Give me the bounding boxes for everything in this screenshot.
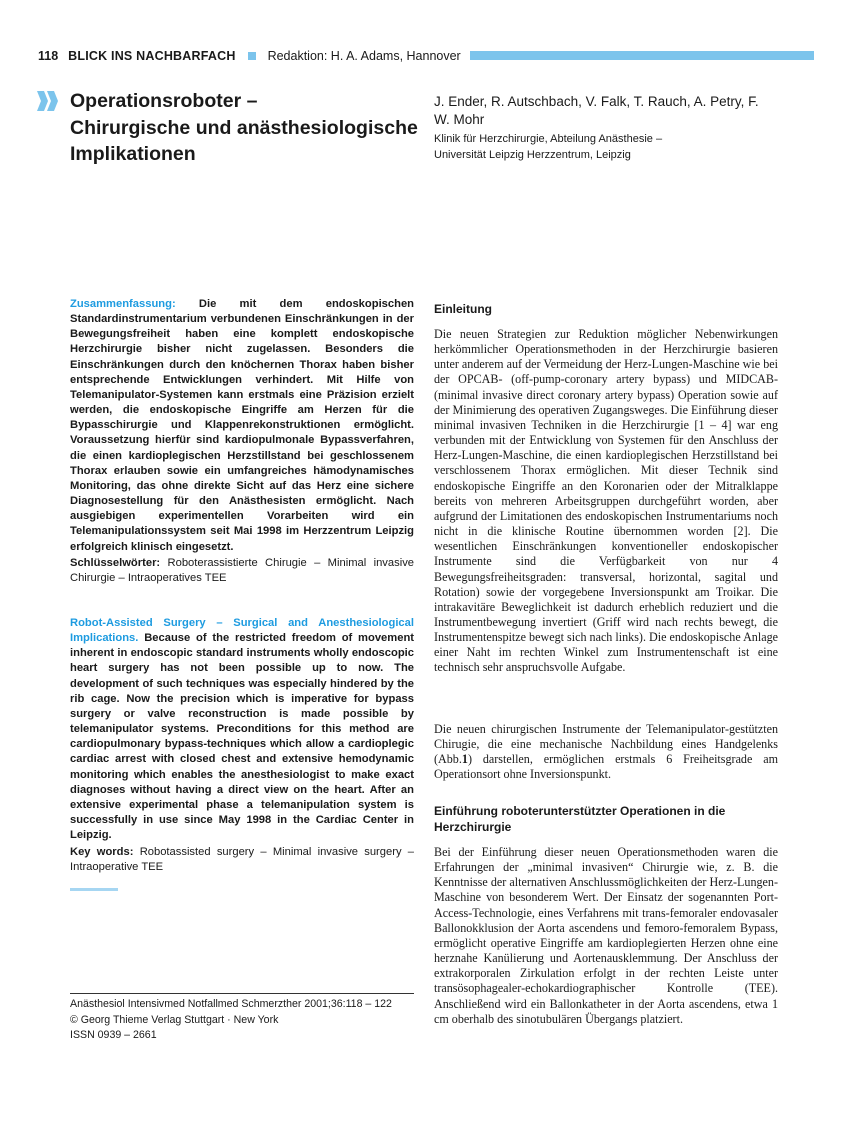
section-name: BLICK INS NACHBARFACH xyxy=(68,49,236,63)
figure-reference[interactable]: 1 xyxy=(461,752,468,767)
footer-rule xyxy=(70,993,414,994)
abstract-english-label: Robot-Assisted Surgery – Surgical and Anesthesiological Implications. xyxy=(70,617,414,645)
heading-section-2: Einführung roboterunterstützter Operationen in die Herzchirurgie xyxy=(434,804,726,834)
keywords-german xyxy=(70,556,414,586)
header-square-marker xyxy=(248,52,256,60)
paragraph-text: ) darstellen, ermöglichen erstmals 6 Freiheitsgrade am Operationsort ohne Inversionspunkt. xyxy=(434,752,778,782)
article-title xyxy=(70,88,420,168)
double-chevron-icon xyxy=(36,90,60,112)
abstract-german-label: Zusammenfassung: xyxy=(70,298,176,310)
keywords-german-label: Schlüsselwörter: xyxy=(70,557,161,569)
keywords-german-text: Roboterassistierte Chirugie – Minimal invasive Chirurgie – Intraoperatives TEE xyxy=(70,557,415,585)
abstract-german xyxy=(70,297,414,555)
body-paragraph xyxy=(434,722,778,783)
title-line: Implikationen xyxy=(70,143,196,165)
keywords-english xyxy=(70,845,414,875)
body-paragraph: Die neuen Strategien zur Reduktion möglicher Nebenwirkungen herkömmlicher Operationsmethoden in der Herzchirurgie basieren unter anderem auf der Vermeidung der Herz-Lungen-Maschine wie bei der OPCAB- (off-pump-coronary artery bypass) und MIDCAB- (minimal invasive direct coronary artery bypass) Operation sowie auf der Minimierung des operativen Zugangsweges. Die Einführung dieser minimal invasiven Techniken in die Herzchirurgie [1 – 4] war eng verbunden mit der Entwicklung von Systemen für den Anschluss der Herz-Lungen-Maschine, die einen kardioplegischen Herzstillstand bei verschlossenem Thorax ermöglichen. Mit dieser Technik sind endoskopische Eingriffe an den Koronarien oder der Mitralklappe bereits von mehreren Arbeitsgruppen durchgeführt worden, aber aufgrund der Limitationen des endoskopischen Instrumentariums noch nicht in die klinische Routine übernommen worden [2]. Die wesentlichen Einschränkungen konventioneller endoskopischer Instrumente sind die Verfügbarkeit von nur 4 Bewegungsfreiheitsgraden: transversal, horizontal, sagital und Rotation) sowie der vorgegebene Inversionspunkt am Troikar. Die intrakavitäre Beweglichkeit ist dadurch erheblich reduziert und die Instrumentbewegung invertiert (Griff wird nach rechts bewegt, die Instrumentenspitze bewegt sich nach links). Die endoskopische Anlage einer Naht im rechten Winkel zum Instrumentenschaft ist eine technisch sehr anspruchsvolle Aufgabe. xyxy=(434,327,778,675)
keywords-english-text: Robotassisted surgery – Minimal invasive surgery – Intraoperative TEE xyxy=(70,846,415,874)
citation-line: Anästhesiol Intensivmed Notfallmed Schmerzther 2001;36:118 – 122 xyxy=(70,998,392,1010)
abstract-german-text: Die mit dem endoskopischen Standardinstrumentarium verbundenen Einschränkungen in der Bewegungsfreiheit haben eine komplett endoskopische Herzchirurgie bisher nicht zugelassen. Besonders die Einschränkungen durch den knöchernen Thorax haben bisher entsprechende Entwicklungen verhindert. Mit Hilfe von Telemanipulator-Systemen kann erstmals eine Präzision erzielt werden, die endoskopische Eingriffe am Herzen für die Bypasschirurgie und Klappenrekonstruktionen ermöglicht. Voraussetzung hierfür sind kardiopulmonale Bypassverfahren, die einen kardioplegischen Herzstillstand bei geschlossenem Thorax erlauben sowie ein umfangreiches hämodynamisches Monitoring, das ohne direkte Sicht auf das Herz eine sichere Diagnosestellung für den Anästhesisten ermöglicht. Nach ausgiebigen experimentellen Vorarbeiten wird ein Telemanipulationssystem seit Mai 1998 im Herzzentrum Leipzig erfolgreich klinisch eingesetzt. xyxy=(70,298,415,553)
affiliation-line: Klinik für Herzchirurgie, Abteilung Anästhesie – xyxy=(434,133,663,145)
section-divider xyxy=(70,888,118,891)
copyright-line: © Georg Thieme Verlag Stuttgart · New York xyxy=(70,1013,279,1026)
title-line: Chirurgische und anästhesiologische xyxy=(70,116,418,139)
editor-credit: Redaktion: H. A. Adams, Hannover xyxy=(267,49,461,63)
affiliation xyxy=(434,132,774,163)
heading-introduction: Einleitung xyxy=(434,302,492,316)
body-paragraph: Bei der Einführung dieser neuen Operationsmethoden waren die Erfahrungen der „minimal invasiven“ Chirurgie wie, z. B. die Kenntnisse der alternativen Anschlussmöglichkeiten der Herz-Lungen-Maschine von besonderem Wert. Der Einsatz der sogenannten Port-Access-Technologie, eines Verfahrens mit trans-femoraler endovasaler Ballonokklusion der Aorta ascendens und femoro-femoralem Bypass, ermöglicht operative Eingriffe am kardioplegierten Herzen ohne eine herznahe Kanülierung und Aortenausklemmung. Der Anschluss der extrakorporalen Zirkulation erfolgt in der rechten Leiste unter transösophagealer-echokardiographischer Kontrolle (TEE). Anschließend wird ein Ballonkatheter in der Aorta ascendens, etwa 1 cm oberhalb des sinotubulären Übergangs platziert. xyxy=(434,845,778,1026)
keywords-english-label: Key words: xyxy=(70,846,134,858)
title-line: Operationsroboter – xyxy=(70,90,258,112)
header-accent-bar xyxy=(470,51,814,60)
abstract-english-text: Because of the restricted freedom of movement inherent in endoscopic standard instruments wholly endoscopic heart surgery has not been possible up to now. The development of such techniques was especially hindered by the rib cage. Now the precision which is imperative for bypass surgery or valve reconstruction is made possible by telemanipulator systems. Preconditions for this method are cardiopulmonary bypass-techniques which allow a cardioplegic cardiac arrest with closed chest and extensive hemodynamic monitoring which enables the anesthesiologist to make exact diagnoses without having a direct view on the heart. After an extensive experimental phase a telemanipulation system is successfully in use since May 1998 in the Cardiac Center in Leipzig. xyxy=(70,632,415,842)
affiliation-line: Universität Leipzig Herzzentrum, Leipzig xyxy=(434,148,631,161)
page-number: 118 xyxy=(38,49,59,63)
abstract-english xyxy=(70,616,414,843)
issn-line: ISSN 0939 – 2661 xyxy=(70,1029,157,1041)
citation-footer xyxy=(70,997,414,1044)
running-header xyxy=(38,48,778,64)
paragraph-text: Die neuen chirurgischen Instrumente der Telemanipulator-gestützten Chirugie, die eine mechanische Nachbildung eines Handgelenks (Abb. xyxy=(434,722,778,767)
author-list: J. Ender, R. Autschbach, V. Falk, T. Rauch, A. Petry, F. W. Mohr xyxy=(434,94,759,127)
